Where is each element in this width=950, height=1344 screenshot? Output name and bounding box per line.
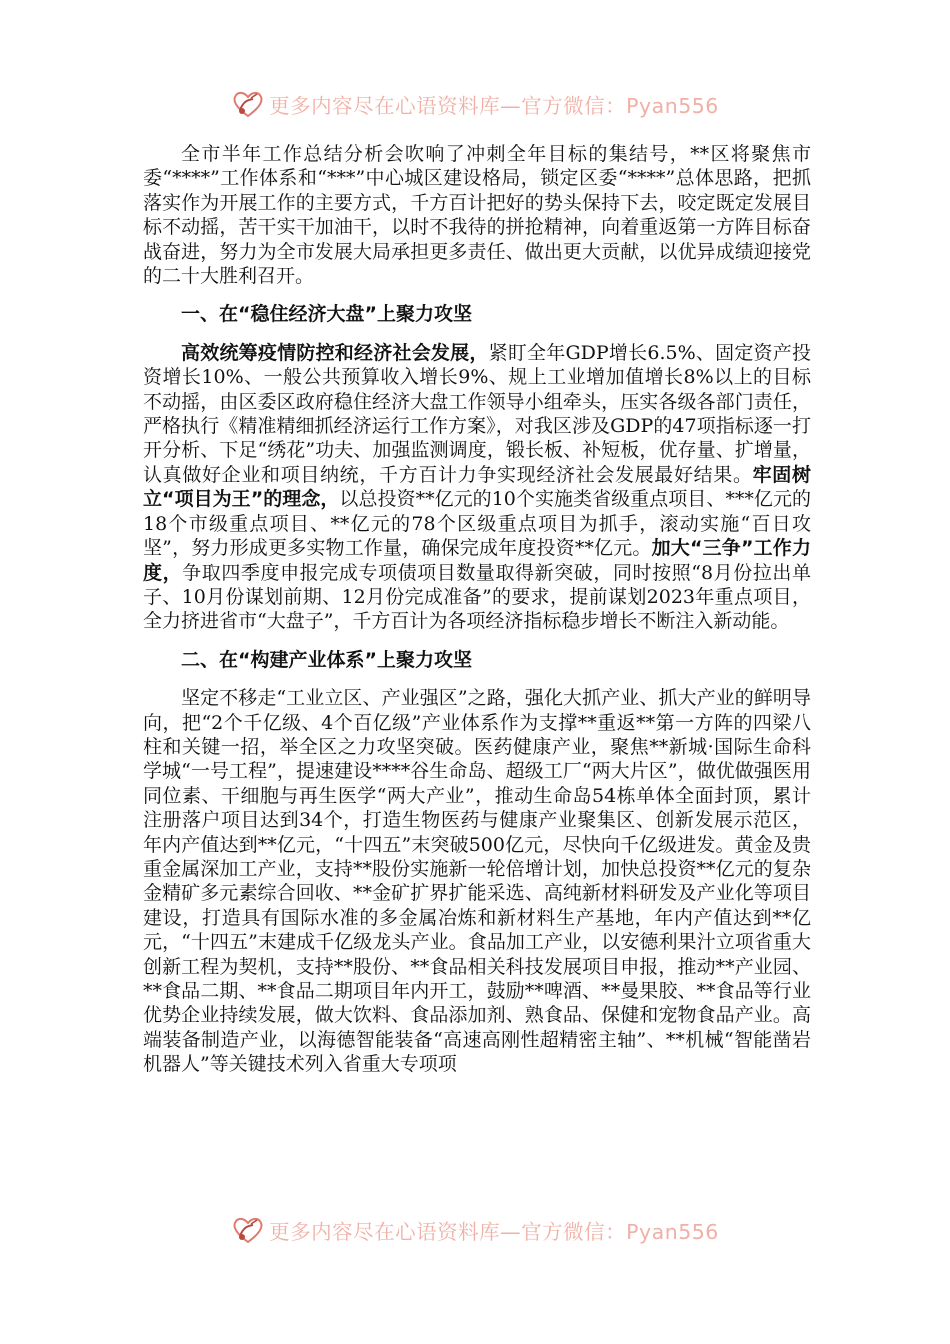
section-1-text-2: 以总投资**亿元的10个实施类省级重点项目、***亿元的18个市级重点项目、**亿元的78个区级重点项目为抓手，滚动实施“百日攻坚”，努力形成更多实物工作量，确保完成年度投资**亿元。 (143, 488, 811, 560)
emphasis-3: 加大“三争”工作力度， (143, 537, 811, 584)
intro-paragraph: 全市半年工作总结分析会吹响了冲刺全年目标的集结号，**区将聚焦市委“****”工作体系和“***”中心城区建设格局，锁定区委“****”总体思路，把抓落实作为开展工作的主要方式，千方百计把好的势头保持下去，咬定既定发展目标不动摇，苦干实干加油干，以时不我待的拼抢精神，向着重返第一方阵目标奋战奋进，努力为全市发展大局承担更多责任、做出更大贡献，以优异成绩迎接党的二十大胜利召开。 (143, 143, 811, 288)
emphasis-2: 牢固树立“项目为王”的理念， (143, 463, 811, 511)
section-1-paragraph (143, 341, 811, 634)
section-1-text-1: 紧盯全年GDP增长6.5%、固定资产投资增长10%、一般公共预算收入增长9%、规上工业增加值增长8%以上的目标不动摇，由区委区政府稳住经济大盘工作领导小组牵头，压实各级各部门责任，严格执行《精准精细抓经济运行工作方案》，对我区涉及GDP的47项指标逐一打开分析、下足“绣花”功夫、加强监测调度，锻长板、补短板，优存量、扩增量，认真做好企业和项目纳统，千方百计力争实现经济社会发展最好结果。 (143, 341, 811, 486)
heart-mouse-logo-icon (231, 87, 265, 121)
section-2-heading: 二、在“构建产业体系”上聚力攻坚 (181, 648, 472, 671)
section-1-heading: 一、在“稳住经济大盘”上聚力攻坚 (181, 303, 472, 326)
emphasis-1: 高效统筹疫情防控和经济社会发展， (181, 341, 489, 364)
section-2-paragraph: 坚定不移走“工业立区、产业强区”之路，强化大抓产业、抓大产业的鲜明导向，把“2个千亿级、4个百亿级”产业体系作为支撑**重返**第一方阵的四梁八柱和关键一招，举全区之力攻坚突破。医药健康产业，聚焦**新城·国际生命科学城“一号工程”，提速建设****谷生命岛、超级工厂“两大片区”，做优做强医用同位素、干细胞与再生医学“两大产业”，推动生命岛54栋单体全面封顶，累计注册落户项目达到34个，打造生物医药与健康产业聚集区、创新发展示范区，年内产值达到**亿元，“十四五”末突破500亿元，尽快向千亿级进发。黄金及贵重金属深加工产业，支持**股份实施新一轮倍增计划，加快总投资**亿元的复杂金精矿多元素综合回收、**金矿扩界扩能采选、高纯新材料研发及产业化等项目建设，打造具有国际水准的多金属冶炼和新材料生产基地，年内产值达到**亿元，“十四五”末建成千亿级龙头产业。食品加工产业，以安德利果汁立项省重大创新工程为契机，支持**股份、**食品相关科技发展项目申报，推动**产业园、**食品二期、**食品二期项目年内开工，鼓励**啤酒、**曼果胶、**食品等行业优势企业持续发展，做大饮料、食品添加剂、熟食品、保健和宠物食品产业。高端装备制造产业，以海德智能装备“高速高刚性超精密主轴”、**机械“智能凿岩机器人”等关键技术列入省重大专项项 (143, 687, 811, 1076)
watermark-text: 更多内容尽在心语资料库—官方微信：Pyan556 (269, 1220, 719, 1244)
section-1-text-3: 争取四季度申报完成专项债项目数量取得新突破，同时按照“8月份拉出单子、10月份谋划前期、12月份完成准备”的要求，提前谋划2023年重点项目，全力挤进省市“大盘子”，千方百计为各项经济指标稳步增长不断注入新动能。 (143, 561, 811, 633)
document-body (143, 142, 811, 1077)
footer-watermark-banner (0, 1210, 950, 1250)
header-watermark-banner (0, 84, 950, 124)
heart-mouse-logo-icon (231, 1213, 265, 1247)
watermark-text: 更多内容尽在心语资料库—官方微信：Pyan556 (269, 94, 719, 118)
